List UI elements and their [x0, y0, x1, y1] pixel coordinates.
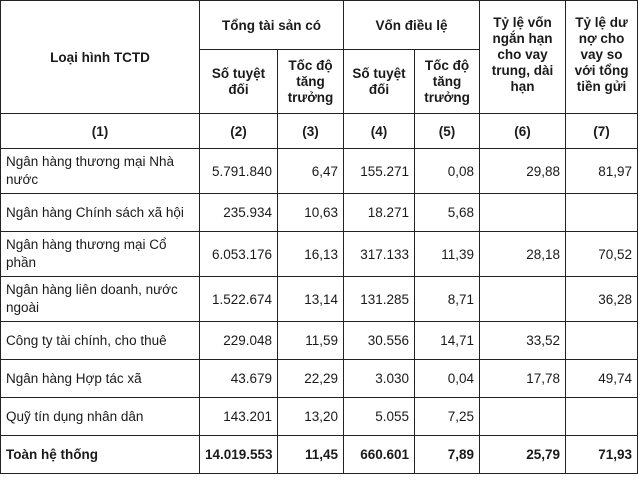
- cell-capital: 5.055: [344, 398, 415, 436]
- header-type: Loại hình TCTD: [1, 1, 200, 114]
- cell-short-term-ratio: 28,18: [480, 232, 566, 277]
- row-name: Quỹ tín dụng nhân dân: [1, 398, 200, 436]
- cell-capital-growth: 14,71: [415, 322, 480, 360]
- cell-short-term-ratio: [480, 194, 566, 232]
- table-row: [1, 398, 638, 436]
- cell-short-term-ratio: 33,52: [480, 322, 566, 360]
- index-cell: (2): [200, 114, 278, 149]
- index-row: [1, 114, 638, 149]
- header-charter-capital: Vốn điều lệ: [344, 1, 480, 50]
- header-capital-abs: Số tuyệt đối: [344, 50, 415, 114]
- index-cell: (7): [566, 114, 638, 149]
- total-name: Toàn hệ thống: [1, 436, 200, 474]
- header-short-term-ratio: Tỷ lệ vốn ngắn hạn cho vay trung, dài hạn: [480, 1, 566, 114]
- cell-short-term-ratio: [480, 277, 566, 322]
- cell-total-assets: 6.053.176: [200, 232, 278, 277]
- total-loan-deposit-ratio: 71,93: [566, 436, 638, 474]
- cell-capital: 30.556: [344, 322, 415, 360]
- cell-capital: 3.030: [344, 360, 415, 398]
- cell-capital-growth: 8,71: [415, 277, 480, 322]
- row-name: Ngân hàng Hợp tác xã: [1, 360, 200, 398]
- cell-capital-growth: 0,04: [415, 360, 480, 398]
- cell-short-term-ratio: 17,78: [480, 360, 566, 398]
- cell-capital: 155.271: [344, 149, 415, 194]
- cell-total-assets: 229.048: [200, 322, 278, 360]
- cell-assets-growth: 22,29: [278, 360, 344, 398]
- index-cell: (5): [415, 114, 480, 149]
- cell-assets-growth: 6,47: [278, 149, 344, 194]
- row-name: Ngân hàng liên doanh, nước ngoài: [1, 277, 200, 322]
- table-row: [1, 232, 638, 277]
- total-assets: 14.019.553: [200, 436, 278, 474]
- cell-total-assets: 143.201: [200, 398, 278, 436]
- index-cell: (1): [1, 114, 200, 149]
- cell-capital-growth: 0,08: [415, 149, 480, 194]
- table-row: [1, 277, 638, 322]
- row-name: Ngân hàng thương mại Cổ phần: [1, 232, 200, 277]
- row-name: Ngân hàng thương mại Nhà nước: [1, 149, 200, 194]
- cell-total-assets: 235.934: [200, 194, 278, 232]
- header-total-assets: Tổng tài sản có: [200, 1, 344, 50]
- total-short-term-ratio: 25,79: [480, 436, 566, 474]
- cell-assets-growth: 16,13: [278, 232, 344, 277]
- cell-capital: 18.271: [344, 194, 415, 232]
- cell-total-assets: 5.791.840: [200, 149, 278, 194]
- header-total-assets-growth: Tốc độ tăng trưởng: [278, 50, 344, 114]
- index-cell: (3): [278, 114, 344, 149]
- cell-assets-growth: 13,14: [278, 277, 344, 322]
- table-row: [1, 322, 638, 360]
- cell-loan-deposit-ratio: 49,74: [566, 360, 638, 398]
- total-row: [1, 436, 638, 474]
- cell-short-term-ratio: 29,88: [480, 149, 566, 194]
- cell-total-assets: 43.679: [200, 360, 278, 398]
- header-row-1: [1, 1, 638, 50]
- cell-short-term-ratio: [480, 398, 566, 436]
- table-row: [1, 149, 638, 194]
- cell-capital-growth: 11,39: [415, 232, 480, 277]
- table-row: [1, 360, 638, 398]
- cell-capital-growth: 7,25: [415, 398, 480, 436]
- table-row: [1, 194, 638, 232]
- cell-assets-growth: 10,63: [278, 194, 344, 232]
- cell-loan-deposit-ratio: [566, 322, 638, 360]
- cell-loan-deposit-ratio: [566, 194, 638, 232]
- total-capital: 660.601: [344, 436, 415, 474]
- total-assets-growth: 11,45: [278, 436, 344, 474]
- index-cell: (4): [344, 114, 415, 149]
- cell-assets-growth: 13,20: [278, 398, 344, 436]
- row-name: Ngân hàng Chính sách xã hội: [1, 194, 200, 232]
- cell-capital: 317.133: [344, 232, 415, 277]
- cell-total-assets: 1.522.674: [200, 277, 278, 322]
- header-capital-growth: Tốc độ tăng trưởng: [415, 50, 480, 114]
- row-name: Công ty tài chính, cho thuê: [1, 322, 200, 360]
- header-loan-deposit-ratio: Tỷ lệ dư nợ cho vay so với tổng tiền gửi: [566, 1, 638, 114]
- cell-loan-deposit-ratio: 81,97: [566, 149, 638, 194]
- cell-loan-deposit-ratio: 70,52: [566, 232, 638, 277]
- cell-capital-growth: 5,68: [415, 194, 480, 232]
- cell-loan-deposit-ratio: 36,28: [566, 277, 638, 322]
- header-total-assets-abs: Số tuyệt đối: [200, 50, 278, 114]
- cell-assets-growth: 11,59: [278, 322, 344, 360]
- index-cell: (6): [480, 114, 566, 149]
- cell-loan-deposit-ratio: [566, 398, 638, 436]
- total-capital-growth: 7,89: [415, 436, 480, 474]
- cell-capital: 131.285: [344, 277, 415, 322]
